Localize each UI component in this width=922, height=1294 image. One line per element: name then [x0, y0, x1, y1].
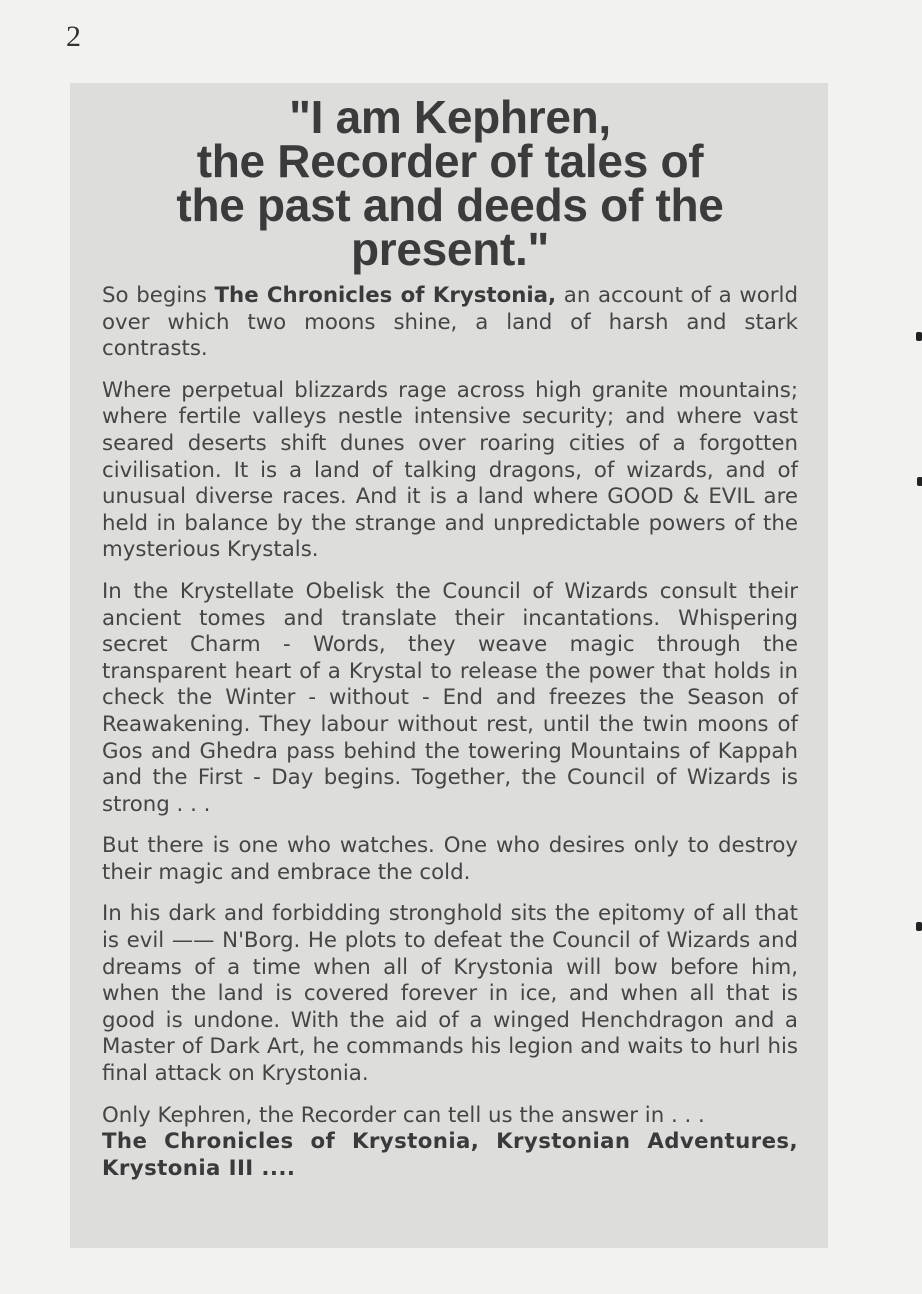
scan-mark: [916, 332, 922, 341]
intro-text: an account of a world over which two moons shine, a land of harsh and stark contrasts.: [102, 283, 798, 362]
body-paragraph: But there is one who watches. One who desires only to destroy their magic and embrace the cold.: [102, 833, 798, 885]
intro-book-title: The Chronicles of Krystonia,: [214, 283, 557, 308]
closing-line: Only Kephren, the Recorder can tell us the answer in . . .: [102, 1102, 705, 1128]
headline-line: the Recorder of tales of: [196, 135, 704, 187]
body-paragraph: In the Krystellate Obelisk the Council of Wizards consult their ancient tomes and translate their incantations. Whispering secret Charm - Words, they weave magic through the transparent heart of a Krystal to release the power that holds in check the Winter - without - End and freezes the Season of Reawakening. They labour without rest, until the twin moons of Gos and Ghedra pass behind the towering Mountains of Kappah and the First - Day begins. Together, the Council of Wizards is strong . . .: [102, 578, 798, 817]
headline: [102, 91, 798, 275]
text-panel: [70, 83, 828, 1248]
intro-text: So begins: [102, 283, 215, 308]
closing-paragraph: [102, 1103, 798, 1183]
headline-line: present.": [350, 223, 550, 275]
headline-line: "I am Kephren,: [289, 91, 611, 143]
body-paragraph: Where perpetual blizzards rage across high granite mountains; where fertile valleys nestle intensive security; and where vast seared deserts shift dunes over roaring cities of a forgotten civilisation. It is a land of talking dragons, of wizards, and of unusual diverse races. And it is a land where GOOD & EVIL are held in balance by the strange and unpredictable powers of the mysterious Krystals.: [102, 377, 798, 563]
headline-line: the past and deeds of the: [176, 179, 724, 231]
intro-paragraph: [102, 283, 798, 363]
body-paragraph: In his dark and forbidding stronghold sits the epitomy of all that is evil —— N'Borg. He plots to defeat the Council of Wizards and dreams of a time when all of Krystonia will bow before him, when the land is covered forever in ice, and when all that is good is undone. With the aid of a winged Henchdragon and a Master of Dark Art, he commands his legion and waits to hurl his final attack on Krystonia.: [102, 901, 798, 1087]
page-number: 2: [66, 20, 81, 53]
scan-mark: [916, 922, 922, 931]
scan-mark: [917, 477, 922, 486]
closing-titles: The Chronicles of Krystonia, Krystonian Adventures, Krystonia III ....: [102, 1129, 798, 1181]
